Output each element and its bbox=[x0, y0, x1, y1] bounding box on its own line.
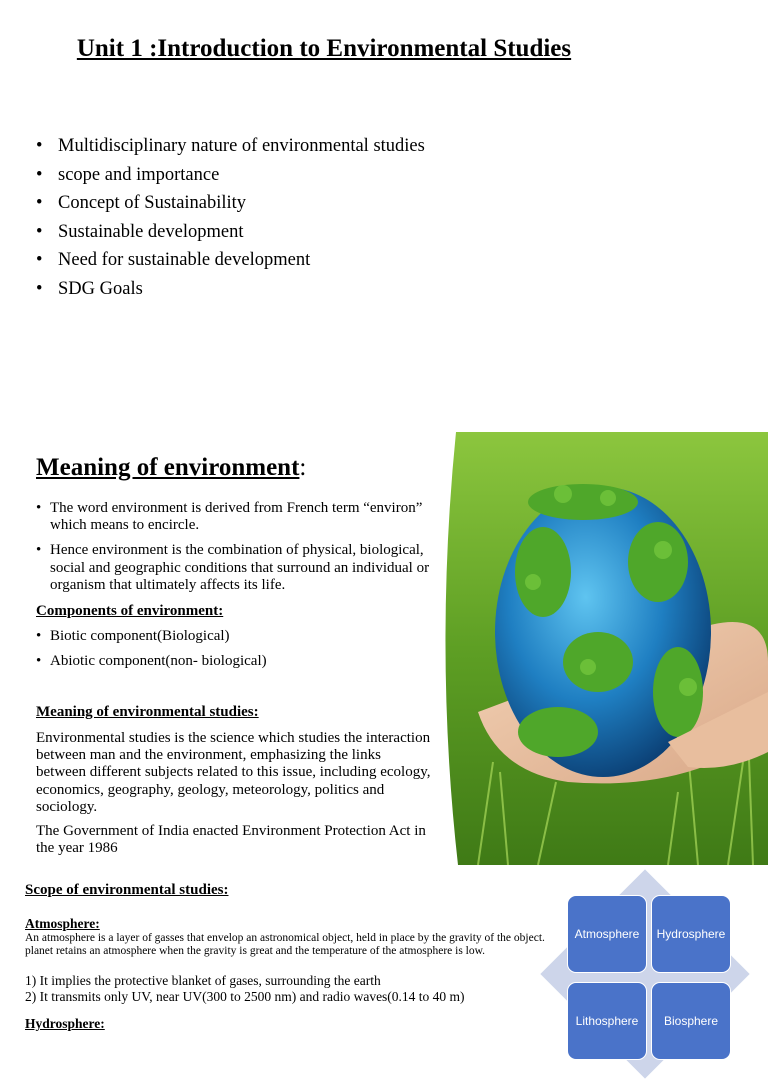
heading-colon: : bbox=[299, 454, 307, 481]
components-list bbox=[36, 628, 436, 678]
components-heading: Components of environment: bbox=[36, 603, 224, 619]
topic-item: • Multidisciplinary nature of environmental studies bbox=[36, 132, 425, 161]
topic-item: • Sustainable development bbox=[36, 218, 425, 247]
slide-unit-intro bbox=[0, 0, 768, 430]
meaning-of-environment-heading bbox=[36, 454, 306, 482]
biosphere-box: Biosphere bbox=[651, 982, 731, 1060]
topic-item: • scope and importance bbox=[36, 161, 425, 190]
component-item: • Biotic component(Biological) bbox=[36, 628, 436, 645]
atmosphere-box: Atmosphere bbox=[567, 895, 647, 973]
definition-point: • The word environment is derived from French term “environ” which means to encircle. bbox=[36, 500, 436, 534]
topic-item: • Concept of Sustainability bbox=[36, 189, 425, 218]
globe-in-hand-grass-image bbox=[438, 432, 768, 865]
hydrosphere-heading: Hydrosphere: bbox=[25, 1016, 105, 1031]
topic-list bbox=[36, 132, 425, 304]
government-act-text: The Government of India enacted Environment Protection Act in the year 1986 bbox=[36, 823, 426, 857]
atmosphere-point: 2) It transmits only UV, near UV(300 to 2500 nm) and radio waves(0.14 to 40 m) bbox=[25, 989, 465, 1004]
environmental-studies-text: Environmental studies is the science which studies the interaction between man and the environment, emphasizing the links between different subjects related to this issue, including ecology, economics, geography, geology, meteorology, politics and sociology. bbox=[36, 730, 431, 815]
topic-item: • Need for sustainable development bbox=[36, 246, 425, 275]
slide-meaning-of-environment bbox=[0, 432, 768, 867]
atmosphere-point: 1) It implies the protective blanket of gases, surrounding the earth bbox=[25, 973, 381, 988]
heading-text: Meaning of environment bbox=[36, 454, 300, 481]
environmental-studies-heading: Meaning of environmental studies: bbox=[36, 704, 259, 720]
definition-point: • Hence environment is the combination of physical, biological, social and geographic conditions that surround an individual or organism that ultimately affects its life. bbox=[36, 542, 436, 594]
topic-item: • SDG Goals bbox=[36, 275, 425, 304]
slide-scope-of-environmental-studies bbox=[0, 870, 768, 1031]
environment-definition-list bbox=[36, 500, 436, 602]
earth-spheres-diagram bbox=[545, 870, 768, 1028]
lithosphere-box: Lithosphere bbox=[567, 982, 647, 1060]
component-item: • Abiotic component(non- biological) bbox=[36, 653, 436, 670]
atmosphere-heading: Atmosphere: bbox=[25, 916, 100, 931]
hydrosphere-box: Hydrosphere bbox=[651, 895, 731, 973]
atmosphere-text: An atmosphere is a layer of gasses that envelop an astronomical object, held in place by the gravity of the object. planet retains an atmosphere when the gravity is great and the temperature of the atmosphere is low. bbox=[25, 932, 545, 957]
scope-heading: Scope of environmental studies: bbox=[25, 882, 229, 898]
unit-title: Unit 1 :Introduction to Environmental Studies bbox=[76, 35, 572, 62]
